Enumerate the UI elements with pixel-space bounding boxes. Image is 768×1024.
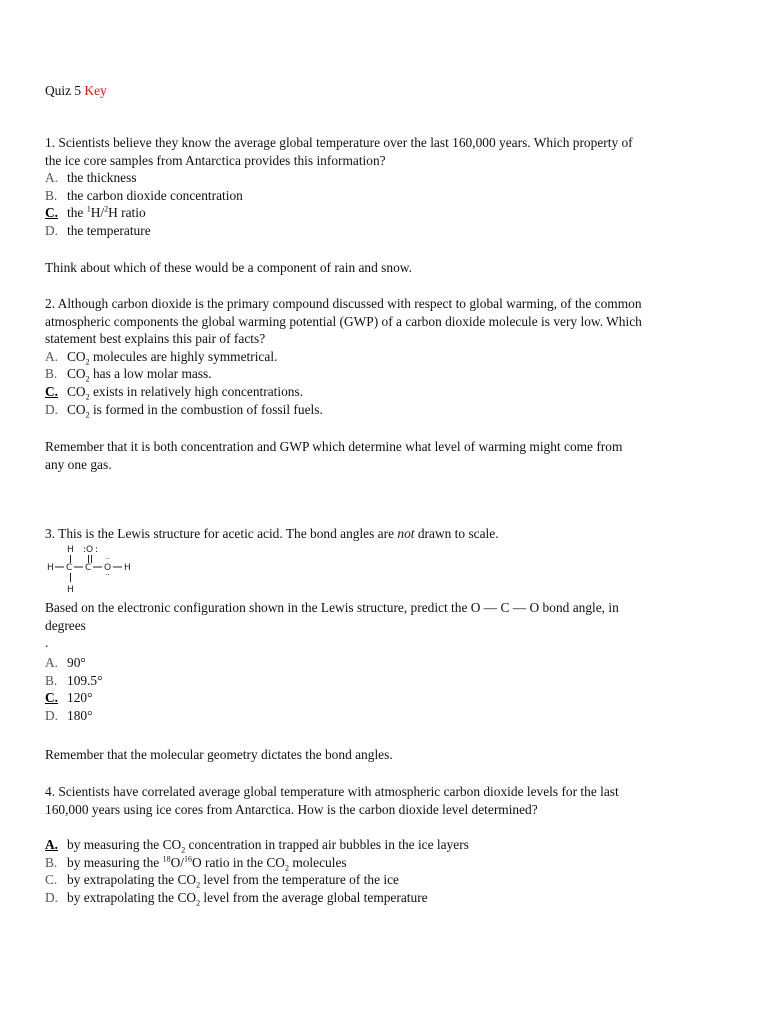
question-1 [45, 134, 720, 240]
title-text: Quiz 5 [45, 83, 85, 98]
q3-option-a: A. 90° [45, 655, 86, 670]
q4-option-a-correct: A. by measuring the $CO_2$ concentration in trapped air bubbles in the ice layers [45, 837, 469, 855]
question-4-options [45, 836, 720, 906]
q1-option-c-correct: C. the $^1$H/$^2$H ratio [45, 204, 146, 221]
lewis-h-top: H [67, 545, 74, 555]
q2-stem-line-3: statement best explains this pair of facts? [45, 331, 266, 347]
lewis-h-right: H [124, 563, 131, 573]
q4-stem-line-2: 160,000 years using ice cores from Antarctica. How is the carbon dioxide level determined? [45, 801, 538, 817]
question-3-body: Based on the electronic configuration shown in the Lewis structure, predict the O — C — O bond angle, in degrees . [45, 600, 619, 651]
q3-option-c-correct: C. 120° [45, 690, 93, 706]
lewis-o-right: O [104, 563, 112, 573]
q3-option-d: D. 180° [45, 707, 93, 723]
question-4 [45, 783, 720, 818]
q3-hint: Remember that the molecular geometry dictates the bond angles. [45, 747, 393, 762]
lewis-o-pair-top: ·· [105, 555, 110, 563]
question-3-options [45, 654, 720, 724]
q2-option-b: B. $CO_2$ has a low molar mass. [45, 366, 212, 385]
q2-option-c-correct: C. $CO_2$ exists in relatively high concentrations. [45, 383, 304, 402]
q2-stem-line-2: atmospheric components the global warming potential (GWP) of a carbon dioxide molecule is very low. Which [45, 313, 642, 329]
lewis-structure-acetic-acid [45, 543, 155, 595]
q3-option-b: B. 109.5° [45, 672, 103, 688]
lewis-o-top: O [86, 545, 94, 555]
q4-option-b: B. by measuring the $^{18}$O/$^{16}$O ratio in the $CO_2$ molecules [45, 854, 347, 873]
q1-option-b: B. the carbon dioxide concentration [45, 187, 243, 203]
quiz-title [45, 82, 720, 100]
title-key: Key [84, 83, 107, 98]
q1-option-a: A. the thickness [45, 170, 137, 186]
lewis-o-dots-left: : [83, 545, 87, 555]
q2-option-a: A. $CO_2$ molecules are highly symmetrical. [45, 348, 278, 367]
question-2 [45, 295, 720, 418]
q2-stem-line-1: 2. Although carbon dioxide is the primary compound discussed with respect to global warming, of the common [45, 296, 642, 311]
q2-hint: Remember that it is both concentration and GWP which determine what level of warming might come from any one gas. [45, 439, 623, 472]
q4-option-c: C. by extrapolating the $CO_2$ level from the temperature of the ice [45, 872, 399, 890]
lewis-o-pair-bottom: ·· [105, 571, 110, 579]
lewis-c2: C [85, 563, 92, 573]
q4-option-d: D. by extrapolating the $CO_2$ level from the average global temperature [45, 889, 428, 908]
lewis-h-bottom: H [67, 585, 74, 595]
question-3-stem: 3. This is the Lewis structure for acetic acid. The bond angles are not drawn to scale. [45, 526, 499, 541]
lewis-h-left: H [47, 563, 54, 573]
q1-stem-line-2: the ice core samples from Antarctica provides this information? [45, 152, 386, 168]
q2-option-d: D. $CO_2$ is formed in the combustion of fossil fuels. [45, 401, 323, 420]
q1-hint: Think about which of these would be a component of rain and snow. [45, 260, 412, 275]
lewis-c1: C [66, 563, 73, 573]
q4-stem-line-1: 4. Scientists have correlated average global temperature with atmospheric carbon dioxide levels for the last [45, 784, 619, 799]
lewis-o-dots-right: : [95, 545, 99, 555]
q1-option-d: D. the temperature [45, 222, 151, 238]
q1-stem-line-1: 1. Scientists believe they know the average global temperature over the last 160,000 years. Which property of [45, 135, 633, 150]
